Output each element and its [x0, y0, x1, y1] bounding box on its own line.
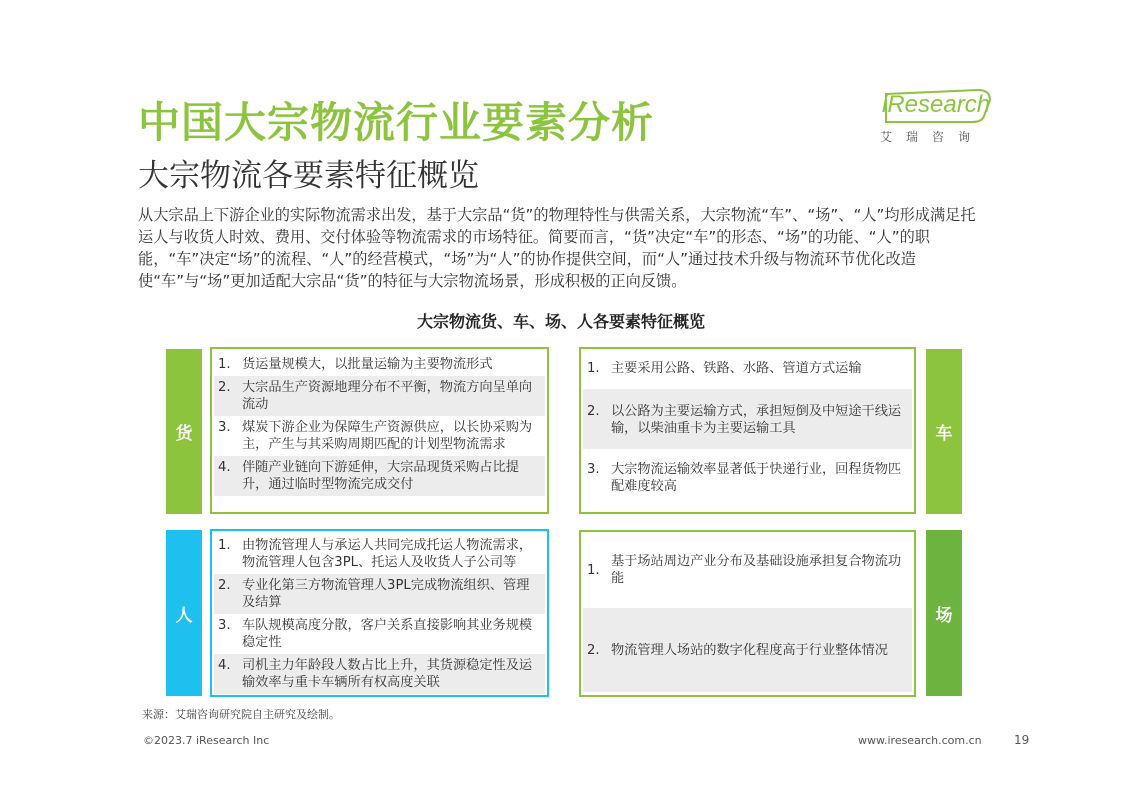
list-item — [583, 389, 912, 449]
footer-website[interactable]: www.iresearch.com.cn — [858, 734, 982, 747]
list-item — [583, 449, 912, 498]
item-text: 专业化第三方物流管理人3PL完成物流组织、管理及结算 — [242, 578, 530, 610]
logo-wordmark: iResearch — [882, 88, 996, 122]
box-chang — [579, 530, 916, 697]
item-num: 2. — [218, 380, 231, 395]
list-item — [214, 614, 545, 654]
item-num: 3. — [218, 618, 231, 633]
iresearch-logo — [876, 86, 994, 146]
tag-chang — [926, 530, 962, 696]
page-title: 中国大宗物流行业要素分析 — [138, 98, 655, 147]
tag-ren — [166, 530, 202, 696]
list-item — [214, 654, 545, 694]
item-num: 1. — [218, 538, 231, 553]
item-num: 1. — [587, 361, 600, 376]
list-item — [583, 608, 912, 692]
tag-huo — [166, 349, 202, 514]
item-num: 2. — [587, 404, 600, 419]
list-item — [583, 357, 912, 389]
item-text: 以公路为主要运输方式，承担短倒及中短途干线运输，以柴油重卡为主要运输工具 — [611, 404, 902, 436]
tag-ren-label: 人 — [175, 605, 193, 626]
item-text: 车队规模高度分散，客户关系直接影响其业务规模稳定性 — [242, 618, 533, 650]
item-text: 大宗物流运输效率显著低于快递行业，回程货物匹配难度较高 — [611, 462, 902, 494]
source-note: 来源：艾瑞咨询研究院自主研究及绘制。 — [142, 708, 340, 721]
page-subtitle: 大宗物流各要素特征概览 — [138, 158, 479, 194]
list-item — [214, 416, 545, 456]
box-che — [579, 347, 916, 514]
item-num: 4. — [218, 460, 231, 475]
intro-paragraph: 从大宗品上下游企业的实际物流需求出发，基于大宗品“货”的物理特性与供需关系，大宗物流“车”、“场”、“人”均形成满足托运人与收货人时效、费用、交付体验等物流需求的市场特征。简要而言，“货”决定“车”的形态、“场”的功能、“人”的职能，“车”决定“场”的流程、“人”的经营模式，“场”为“人”的协作提供空间，而“人”通过技术升级与物流环节优化改造使“车”与“场”更加适配大宗品“货”的特征与大宗物流场景，形成积极的正向反馈。 — [138, 206, 976, 290]
box-ren — [210, 529, 549, 697]
logo-subtext: 艾瑞咨询 — [880, 130, 985, 144]
tag-che-label: 车 — [935, 424, 953, 444]
item-text: 伴随产业链向下游延伸，大宗品现货采购占比提升，通过临时型物流完成交付 — [242, 460, 519, 492]
item-num: 2. — [587, 642, 600, 658]
item-text: 基于场站周边产业分布及基础设施承担复合物流功能 — [611, 554, 902, 586]
list-item — [214, 353, 545, 376]
item-num: 3. — [218, 420, 231, 435]
item-num: 3. — [587, 462, 600, 477]
item-num: 1. — [587, 562, 600, 578]
list-item — [214, 574, 545, 614]
item-text: 主要采用公路、铁路、水路、管道方式运输 — [611, 361, 862, 376]
item-text: 大宗品生产资源地理分布不平衡，物流方向呈单向流动 — [242, 380, 533, 412]
list-item — [214, 376, 545, 416]
tag-huo-label: 货 — [175, 424, 193, 444]
item-text: 物流管理人场站的数字化程度高于行业整体情况 — [611, 642, 888, 658]
item-text: 货运量规模大，以批量运输为主要物流形式 — [242, 357, 493, 372]
tag-chang-label: 场 — [935, 605, 953, 626]
list-item — [583, 532, 912, 608]
footer-copyright: ©2023.7 iResearch Inc — [143, 734, 270, 747]
item-text: 煤炭下游企业为保障生产资源供应，以长协采购为主，产生与其采购周期匹配的计划型物流需求 — [242, 420, 533, 452]
item-num: 1. — [218, 357, 231, 372]
item-text: 由物流管理人与承运人共同完成托运人物流需求，物流管理人包含3PL、托运人及收货人子公司等 — [242, 538, 533, 570]
tag-che — [926, 349, 962, 514]
item-num: 2. — [218, 578, 231, 593]
figure-title: 大宗物流货、车、场、人各要素特征概览 — [416, 312, 705, 331]
item-text: 司机主力年龄段人数占比上升，其货源稳定性及运输效率与重卡车辆所有权高度关联 — [242, 658, 533, 690]
box-huo — [210, 347, 549, 514]
item-num: 4. — [218, 658, 231, 673]
list-item — [214, 534, 545, 574]
list-item — [214, 456, 545, 496]
page-number: 19 — [1014, 733, 1030, 747]
